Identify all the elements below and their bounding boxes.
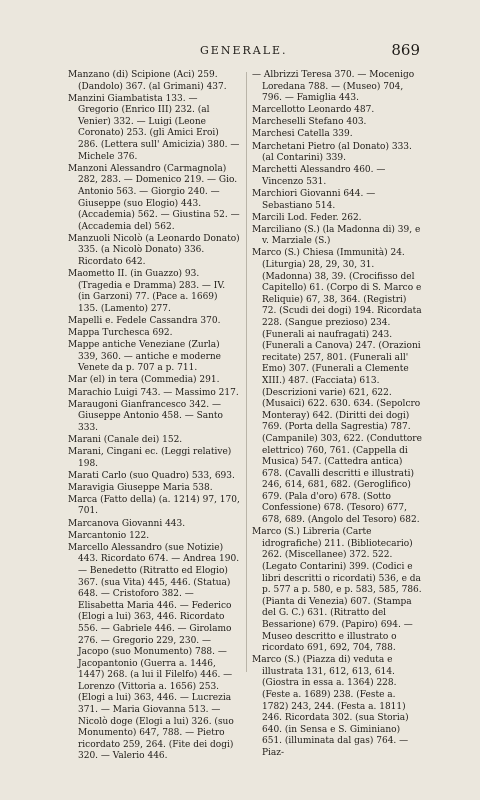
index-entry: Marco (S.) (Piazza di) veduta e illustrata 131, 612, 613, 614. (Giostra in essa a. 1364) 228. (Feste a. 1689) 238. (Feste a. 1782) 243, 244. (Festa a. 1811) 246. Ricordata 302. (sua Storia) 640. (in Sensa e S. Giminiano) 651. (illuminata dal gas) 764. — Piaz- [252,655,409,758]
index-entry: Marchetti Alessandro 460. — Vincenzo 531. [252,165,386,187]
index-entry: Marcili Lod. Feder. 262. [252,212,362,223]
index-entry: Marati Carlo (suo Quadro) 533, 693. [68,470,235,481]
running-head [0,41,480,60]
index-entry: Manzoni Alessandro (Carmagnola) 282, 283. — Domenico 219. — Gio. Antonio 563. — Giorgio 240. — Giuseppe (suo Elogio) 443. (Accademia) 562. — Giustina 52. — (Accademia del) 562. [68,163,240,232]
index-entry: Marchetani Pietro (al Donato) 333. (al Contarini) 339. [252,141,412,164]
page-header-title: GENERALE. [200,44,288,57]
index-column-left [68,70,240,764]
index-entry: Mapelli e. Fedele Cassandra 370. [68,315,221,326]
index-entry: Maometto II. (in Guazzo) 93. (Tragedia e Dramma) 283. — IV. (in Garzoni) 77. (Pace a. 1669) 135. (Lamento) 277. [68,269,226,314]
index-entry: Manzuoli Nicolò (a Leonardo Donato) 335. (a Nicolò Donato) 336. Ricordato 642. [68,233,240,267]
index-entry: Manzini Giambatista 133. — Gregorio (Enrico III) 232. (al Venier) 332. — Luigi (Leone Coronato) 253. (gli Amici Eroi) 286. (Lettera sull' Amicizia) 380. — Michele 376. [68,93,240,162]
index-entry: Marchesi Catella 339. [252,129,353,140]
index-entry: Marcanova Giovanni 443. [68,518,186,529]
index-entry: Marcheselli Stefano 403. [252,117,367,128]
index-entry: Marco (S.) Chiesa (Immunità) 24. (Liturgia) 28, 29, 30, 31. (Madonna) 38, 39. (Crocifisso del Capitello) 61. (Corpo di S. Marco e Reliquie) 67, 38, 364. (Registri) 72. (Scudi dei dogi) 194. Ricordata 228. (Sangue prezioso) 234. (Funerali ai naufragati) 243. (Funerali a Canova) 247. (Orazioni recitate) 257, 801. (Funerali all' Emo) 307. (Funerali a Clemente XIII.) 487. (Facciata) 613. (Descrizioni varie) 621, 622. (Musaici) 622. 630. 634. (Sepolcro Monteray) 642. (Diritti dei dogi) 769. (Porta della Sagrestia) 787. (Campanile) 303, 622. (Conduttore elettrico) 760, 761. (Cappella di Musica) 547. (Cattedra antica) 678. (Cavalli descritti e illustrati) 246, 614, 681, 682. (Geroglifico) 679. (Pala d'oro) 678. (Sotto Confessione) 678. (Tesoro) 677, 678, 689. (Angolo del Tesoro) 682. [252,248,422,526]
index-entry: — Albrizzi Teresa 370. — Mocenigo Loredana 788. — (Museo) 704, 796. — Famiglia 443. [252,70,415,104]
index-entry: Marani (Canale dei) 152. [68,434,183,445]
index-entry: Manzano (di) Scipione (Aci) 259. (Dandolo) 367. (al Grimani) 437. [68,70,227,92]
index-entry: Marcello Alessandro (sue Notizie) 443. Ricordato 674. — Andrea 190. — Benedetto (Ritratto ed Elogio) 367. (sua Vita) 445, 446. (Statua) 648. — Cristoforo 382. — Elisabetta Maria 446. — Federico (Elogi a lui) 363, 446. Ricordato 556. — Gabriele 446. — Girolamo 276. — Gregorio 229, 230. — Jacopo (suo Monumento) 788. — Jacopantonio (Guerra a. 1446, 1447) 268. (a lui il Filelfo) 446. — Lorenzo (Vittoria a. 1656) 253. (Elogi a lui) 363, 446. — Lucrezia 371. — Maria Giovanna 513. — Nicolò doge (Elogi a lui) 326. (suo Monumento) 647, 788. — Pietro ricordato 259, 264. (Fite dei dogi) 320. — Valerio 446. [68,542,240,762]
index-column-right [252,70,422,760]
column-divider [246,72,247,672]
index-entry: Marco (S.) Libreria (Carte idrografiche) 211. (Bibliotecario) 262. (Miscellanee) 372. 522. (Legato Contarini) 399. (Codici e libri descritti o ricordati) 536, e da p. 577 a p. 580, e p. 583, 585, 786. (Pianta di Venezia) 607. (Stampa del G. C.) 631. (Ritratto del Bessarione) 679. (Papiro) 694. — Museo descritto e illustrato o ricordato 691, 692, 704, 788. [252,527,422,654]
page-number: 869 [391,41,420,59]
index-entry: Marchiori Giovanni 644. — Sebastiano 514. [252,188,376,211]
index-entry: Maraugoni Gianfrancesco 342. — Giuseppe Antonio 458. — Santo 333. [68,399,223,433]
index-entry: Marachio Luigi 743. — Massimo 217. [68,387,239,398]
index-entry: Mar (el) in tera (Commedia) 291. [68,375,220,386]
index-entry: Marciliano (S.) (la Madonna di) 39, e v. Marziale (S.) [252,224,421,247]
index-entry: Maravigia Giuseppe Maria 538. [68,482,213,493]
index-entry: Marani, Cingani ec. (Leggi relative) 198. [68,447,232,469]
index-entry: Mappe antiche Veneziane (Zurla) 339, 360. — antiche e moderne Venete da p. 707 a p. 711. [68,340,221,374]
index-entry: Marca (Fatto della) (a. 1214) 97, 170, 701. [68,494,240,517]
index-entry: Marcellotto Leonardo 487. [252,105,375,116]
index-entry: Marcantonio 122. [68,530,150,541]
index-entry: Mappa Turchesca 692. [68,328,173,339]
